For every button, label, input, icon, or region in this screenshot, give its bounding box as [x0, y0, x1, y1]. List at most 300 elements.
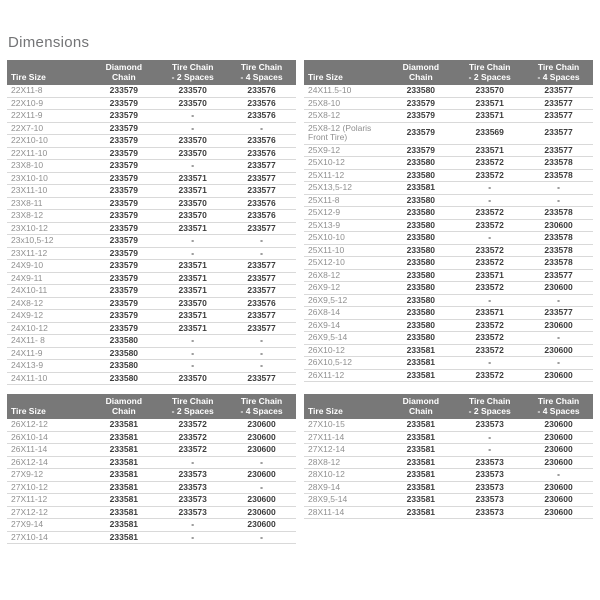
tire-size-cell: 27X10-12: [7, 481, 89, 494]
part-number-cell: 233581: [386, 369, 455, 382]
part-number-cell: 233572: [455, 332, 524, 345]
part-number-cell: 233573: [158, 494, 227, 507]
column-header-label: Tire Chain: [240, 62, 283, 72]
part-number-cell: 230600: [227, 469, 296, 482]
table-row: [7, 122, 296, 135]
part-number-cell: 233580: [386, 219, 455, 232]
part-number-cell: 233573: [455, 419, 524, 431]
table-row: [7, 335, 296, 348]
part-number-cell: 233577: [227, 310, 296, 323]
column-header-label: Tire Chain: [537, 62, 580, 72]
tire-size-cell: 22X11-9: [7, 110, 89, 123]
column-header-tire-size: [7, 394, 89, 419]
tire-size-cell: 23X10-10: [7, 172, 89, 185]
table-row: [304, 344, 593, 357]
column-header-tire-chain-2-spaces: [158, 60, 227, 85]
part-number-cell: -: [455, 194, 524, 207]
part-number-cell: 233572: [455, 282, 524, 295]
column-header-label: - 4 Spaces: [240, 71, 283, 82]
tire-size-cell: 24X10-12: [7, 322, 89, 335]
tire-size-cell: 26X10-12: [304, 344, 386, 357]
tire-size-cell: 28X9-14: [304, 481, 386, 494]
table-row: [7, 97, 296, 110]
part-number-cell: -: [158, 519, 227, 532]
part-number-cell: 233579: [89, 185, 158, 198]
part-number-cell: 233580: [386, 282, 455, 295]
part-number-cell: 233577: [524, 144, 593, 157]
part-number-cell: 233579: [89, 247, 158, 260]
part-number-cell: 233573: [158, 506, 227, 519]
part-number-cell: 233577: [227, 372, 296, 385]
part-number-cell: 233577: [524, 97, 593, 110]
part-number-cell: 233571: [158, 185, 227, 198]
part-number-cell: 233581: [386, 494, 455, 507]
part-number-cell: 233572: [455, 207, 524, 220]
table-row: [304, 169, 593, 182]
tire-size-cell: 23X11-10: [7, 185, 89, 198]
table-row: [7, 419, 296, 431]
part-number-cell: -: [227, 247, 296, 260]
column-header-tire-chain-4-spaces: [227, 394, 296, 419]
part-number-cell: -: [158, 247, 227, 260]
table-row: [7, 172, 296, 185]
table-row: [304, 357, 593, 370]
part-number-cell: -: [524, 332, 593, 345]
part-number-cell: 233577: [227, 222, 296, 235]
part-number-cell: 233580: [386, 169, 455, 182]
tire-size-cell: 24X11-9: [7, 347, 89, 360]
part-number-cell: 233572: [158, 419, 227, 431]
part-number-cell: 233579: [89, 160, 158, 173]
table-row: [7, 210, 296, 223]
part-number-cell: 233570: [158, 372, 227, 385]
table-row: [304, 319, 593, 332]
part-number-cell: 233571: [158, 272, 227, 285]
page-title: Dimensions: [8, 34, 90, 51]
part-number-cell: -: [227, 235, 296, 248]
column-header-label: Diamond: [105, 396, 143, 406]
column-header-label: Tire Chain: [468, 396, 511, 406]
part-number-cell: -: [227, 531, 296, 544]
column-header-diamond-chain: [386, 394, 455, 419]
tire-size-cell: 27X10-14: [7, 531, 89, 544]
column-header-label: Tire Chain: [171, 62, 214, 72]
part-number-cell: 233577: [524, 307, 593, 320]
part-number-cell: -: [227, 360, 296, 373]
tire-size-cell: 28X8-12: [304, 456, 386, 469]
tire-size-cell: 23X10-12: [7, 222, 89, 235]
tire-size-cell: 26X9-12: [304, 282, 386, 295]
part-number-cell: 233581: [89, 444, 158, 457]
table-row: [7, 431, 296, 444]
column-header-tire-chain-4-spaces: [227, 60, 296, 85]
part-number-cell: 233572: [455, 319, 524, 332]
table-row: [304, 419, 593, 431]
tire-size-cell: 26X10-14: [7, 431, 89, 444]
part-number-cell: 233572: [455, 157, 524, 170]
part-number-cell: 230600: [524, 444, 593, 457]
part-number-cell: 233573: [158, 469, 227, 482]
part-number-cell: 233581: [89, 481, 158, 494]
part-number-cell: 233576: [227, 97, 296, 110]
column-header-label: - 2 Spaces: [171, 71, 214, 82]
table-row: [304, 97, 593, 110]
part-number-cell: 230600: [524, 481, 593, 494]
column-header-label: - 4 Spaces: [537, 405, 580, 416]
column-header-label: Diamond: [402, 396, 440, 406]
part-number-cell: 233580: [386, 207, 455, 220]
tire-size-cell: 24X8-12: [7, 297, 89, 310]
table-row: [304, 456, 593, 469]
table-row: [7, 285, 296, 298]
part-number-cell: 233576: [227, 110, 296, 123]
part-number-cell: 233571: [158, 222, 227, 235]
column-header-label: Tire Size: [308, 405, 343, 416]
tire-size-cell: 23X11-12: [7, 247, 89, 260]
part-number-cell: 233577: [524, 85, 593, 97]
part-number-cell: 233576: [227, 135, 296, 148]
part-number-cell: 233581: [89, 494, 158, 507]
column-header-tire-size: [7, 60, 89, 85]
tire-size-cell: 25X8-12 (Polaris Front Tire): [304, 122, 386, 144]
part-number-cell: 233579: [89, 235, 158, 248]
tire-size-cell: 27X9-14: [7, 519, 89, 532]
part-number-cell: 233570: [158, 297, 227, 310]
part-number-cell: -: [524, 469, 593, 482]
part-number-cell: 233577: [524, 122, 593, 144]
part-number-cell: 233580: [386, 157, 455, 170]
table-row: [7, 247, 296, 260]
part-number-cell: 233579: [386, 110, 455, 123]
part-number-cell: -: [455, 431, 524, 444]
table-row: [304, 207, 593, 220]
part-number-cell: 233581: [386, 481, 455, 494]
tire-size-cell: 25X11-10: [304, 244, 386, 257]
table-row: [7, 147, 296, 160]
table-row: [304, 444, 593, 457]
tire-size-cell: 24X10-11: [7, 285, 89, 298]
part-number-cell: 233581: [89, 469, 158, 482]
tire-size-cell: 22X11-8: [7, 85, 89, 97]
tire-size-cell: 27X11-14: [304, 431, 386, 444]
tables-grid: [7, 60, 593, 544]
part-number-cell: 233577: [227, 272, 296, 285]
part-number-cell: 233581: [386, 506, 455, 519]
part-number-cell: 233571: [455, 110, 524, 123]
table-row: [7, 347, 296, 360]
part-number-cell: 230600: [227, 506, 296, 519]
part-number-cell: 233581: [386, 357, 455, 370]
table-row: [304, 244, 593, 257]
part-number-cell: 233577: [227, 260, 296, 273]
tire-size-cell: 26X9,5-14: [304, 332, 386, 345]
part-number-cell: 233572: [455, 369, 524, 382]
table-header: [304, 394, 593, 419]
part-number-cell: -: [455, 357, 524, 370]
column-header-label: - 2 Spaces: [468, 405, 511, 416]
part-number-cell: 233576: [227, 147, 296, 160]
part-number-cell: 233576: [227, 210, 296, 223]
part-number-cell: 233579: [89, 310, 158, 323]
part-number-cell: 233573: [455, 469, 524, 482]
part-number-cell: 233579: [89, 260, 158, 273]
part-number-cell: 233579: [89, 197, 158, 210]
column-header-label: Diamond: [105, 62, 143, 72]
part-number-cell: 233581: [386, 456, 455, 469]
tire-size-cell: 25X11-12: [304, 169, 386, 182]
table-row: [7, 506, 296, 519]
tire-size-cell: 24X13-9: [7, 360, 89, 373]
part-number-cell: 230600: [524, 219, 593, 232]
part-number-cell: 233578: [524, 207, 593, 220]
part-number-cell: 233581: [89, 519, 158, 532]
table-row: [304, 157, 593, 170]
part-number-cell: -: [455, 232, 524, 245]
part-number-cell: -: [158, 110, 227, 123]
part-number-cell: 233581: [89, 506, 158, 519]
tire-size-cell: 24X11- 8: [7, 335, 89, 348]
table-row: [7, 519, 296, 532]
table-header: [7, 394, 296, 419]
tire-size-cell: 22X7-10: [7, 122, 89, 135]
tire-size-cell: 26X11-14: [7, 444, 89, 457]
tire-size-cell: 28X9,5-14: [304, 494, 386, 507]
table-row: [304, 332, 593, 345]
part-number-cell: 233578: [524, 157, 593, 170]
table-row: [304, 481, 593, 494]
part-number-cell: 233580: [386, 332, 455, 345]
part-number-cell: 233581: [89, 431, 158, 444]
part-number-cell: -: [227, 481, 296, 494]
part-number-cell: 230600: [524, 282, 593, 295]
table-row: [7, 444, 296, 457]
column-header-label: Tire Chain: [537, 396, 580, 406]
part-number-cell: 233571: [158, 260, 227, 273]
part-number-cell: 230600: [524, 369, 593, 382]
part-number-cell: 233571: [455, 144, 524, 157]
column-header-label: Tire Size: [11, 71, 46, 82]
part-number-cell: 230600: [524, 344, 593, 357]
part-number-cell: 233571: [158, 322, 227, 335]
table-row: [7, 469, 296, 482]
part-number-cell: 233580: [386, 269, 455, 282]
part-number-cell: 233570: [158, 147, 227, 160]
table-row: [7, 494, 296, 507]
tire-size-cell: 26X12-12: [7, 419, 89, 431]
part-number-cell: 233572: [158, 444, 227, 457]
part-number-cell: 233572: [455, 244, 524, 257]
table-header: [7, 60, 296, 85]
column-header-label: Chain: [112, 405, 136, 416]
column-header-tire-chain-4-spaces: [524, 60, 593, 85]
part-number-cell: 233580: [89, 372, 158, 385]
part-number-cell: 233571: [158, 172, 227, 185]
part-number-cell: -: [158, 122, 227, 135]
part-number-cell: 233572: [158, 431, 227, 444]
part-number-cell: 233576: [227, 197, 296, 210]
table-row: [7, 235, 296, 248]
part-number-cell: 233579: [89, 222, 158, 235]
table-row: [7, 222, 296, 235]
tire-size-cell: 25X10-12: [304, 157, 386, 170]
part-number-cell: 233580: [386, 85, 455, 97]
column-header-label: Tire Size: [11, 405, 46, 416]
part-number-cell: 230600: [524, 419, 593, 431]
part-number-cell: 233579: [89, 97, 158, 110]
table-row: [304, 269, 593, 282]
part-number-cell: 233579: [386, 122, 455, 144]
tire-size-cell: 26X11-12: [304, 369, 386, 382]
part-number-cell: 233573: [455, 494, 524, 507]
part-number-cell: 233579: [386, 144, 455, 157]
part-number-cell: 233579: [89, 272, 158, 285]
table-row: [7, 481, 296, 494]
tire-size-cell: 22X11-10: [7, 147, 89, 160]
column-header-diamond-chain: [89, 394, 158, 419]
column-header-label: Chain: [409, 405, 433, 416]
table-row: [304, 506, 593, 519]
tire-size-cell: 26X12-14: [7, 456, 89, 469]
part-number-cell: 233570: [158, 135, 227, 148]
table-row: [304, 110, 593, 123]
tire-size-cell: 25X11-8: [304, 194, 386, 207]
part-number-cell: -: [227, 122, 296, 135]
column-header-label: Tire Chain: [468, 62, 511, 72]
part-number-cell: 233580: [386, 232, 455, 245]
part-number-cell: 233581: [89, 456, 158, 469]
part-number-cell: 233581: [386, 182, 455, 195]
part-number-cell: 230600: [524, 319, 593, 332]
table-row: [304, 257, 593, 270]
part-number-cell: 233581: [386, 344, 455, 357]
tire-size-cell: 27X9-12: [7, 469, 89, 482]
column-header-label: Chain: [112, 71, 136, 82]
table-row: [304, 232, 593, 245]
part-number-cell: -: [524, 194, 593, 207]
tire-size-cell: 25X8-10: [304, 97, 386, 110]
column-header-label: - 4 Spaces: [240, 405, 283, 416]
part-number-cell: -: [455, 444, 524, 457]
column-header-tire-chain-2-spaces: [455, 60, 524, 85]
part-number-cell: 230600: [524, 431, 593, 444]
part-number-cell: 233571: [455, 269, 524, 282]
part-number-cell: 233581: [386, 469, 455, 482]
tire-size-cell: 25X10-10: [304, 232, 386, 245]
tire-size-cell: 27X12-12: [7, 506, 89, 519]
part-number-cell: -: [227, 347, 296, 360]
part-number-cell: 233580: [89, 360, 158, 373]
part-number-cell: -: [455, 294, 524, 307]
dimensions-table-bottom-right: [304, 394, 593, 519]
table-row: [7, 160, 296, 173]
table-header: [304, 60, 593, 85]
column-header-tire-size: [304, 60, 386, 85]
part-number-cell: 233580: [386, 319, 455, 332]
table-row: [7, 272, 296, 285]
table-row: [304, 431, 593, 444]
part-number-cell: 233579: [89, 297, 158, 310]
part-number-cell: 233579: [89, 210, 158, 223]
tire-size-cell: 25X12-9: [304, 207, 386, 220]
part-number-cell: 230600: [524, 494, 593, 507]
table-row: [7, 260, 296, 273]
tire-size-cell: 26X10,5-12: [304, 357, 386, 370]
tire-size-cell: 25X12-10: [304, 257, 386, 270]
column-header-diamond-chain: [386, 60, 455, 85]
tire-size-cell: 27X10-15: [304, 419, 386, 431]
table-row: [7, 297, 296, 310]
part-number-cell: 233573: [158, 481, 227, 494]
part-number-cell: 233581: [89, 419, 158, 431]
part-number-cell: 233571: [158, 310, 227, 323]
part-number-cell: 233573: [455, 456, 524, 469]
tire-size-cell: 22X10-10: [7, 135, 89, 148]
table-row: [304, 182, 593, 195]
column-header-tire-chain-2-spaces: [455, 394, 524, 419]
dimensions-table-bottom-left: [7, 394, 296, 544]
part-number-cell: 233581: [386, 419, 455, 431]
column-header-label: Tire Chain: [240, 396, 283, 406]
part-number-cell: 230600: [227, 431, 296, 444]
part-number-cell: 233579: [89, 147, 158, 160]
table-row: [304, 294, 593, 307]
table-row: [304, 469, 593, 482]
part-number-cell: -: [158, 456, 227, 469]
column-header-diamond-chain: [89, 60, 158, 85]
part-number-cell: 233576: [227, 85, 296, 97]
tire-size-cell: 24X11-10: [7, 372, 89, 385]
tire-size-cell: 28X11-14: [304, 506, 386, 519]
part-number-cell: 230600: [524, 506, 593, 519]
part-number-cell: 230600: [227, 494, 296, 507]
tire-size-cell: 24X9-11: [7, 272, 89, 285]
tire-size-cell: 24X9-12: [7, 310, 89, 323]
dimensions-table-top-left: [7, 60, 296, 385]
part-number-cell: 233580: [89, 335, 158, 348]
table-row: [7, 310, 296, 323]
table-row: [7, 185, 296, 198]
part-number-cell: -: [455, 182, 524, 195]
tire-size-cell: 26X9-14: [304, 319, 386, 332]
table-row: [304, 85, 593, 97]
part-number-cell: 233572: [455, 169, 524, 182]
part-number-cell: 233573: [455, 481, 524, 494]
table-row: [304, 122, 593, 144]
table-row: [304, 194, 593, 207]
part-number-cell: 233572: [455, 257, 524, 270]
tire-size-cell: 26X8-12: [304, 269, 386, 282]
part-number-cell: 233570: [158, 85, 227, 97]
part-number-cell: -: [524, 294, 593, 307]
part-number-cell: -: [158, 360, 227, 373]
part-number-cell: 233576: [227, 297, 296, 310]
tire-size-cell: 26X9,5-12: [304, 294, 386, 307]
part-number-cell: 233581: [386, 431, 455, 444]
column-header-tire-size: [304, 394, 386, 419]
part-number-cell: 233578: [524, 169, 593, 182]
part-number-cell: 233578: [524, 232, 593, 245]
column-header-label: - 2 Spaces: [468, 71, 511, 82]
column-header-label: Chain: [409, 71, 433, 82]
part-number-cell: 233570: [158, 210, 227, 223]
table-row: [304, 307, 593, 320]
table-row: [7, 531, 296, 544]
part-number-cell: -: [158, 160, 227, 173]
tire-size-cell: 27X12-14: [304, 444, 386, 457]
part-number-cell: 233579: [89, 85, 158, 97]
part-number-cell: 233577: [227, 185, 296, 198]
tire-size-cell: 25X13,5-12: [304, 182, 386, 195]
